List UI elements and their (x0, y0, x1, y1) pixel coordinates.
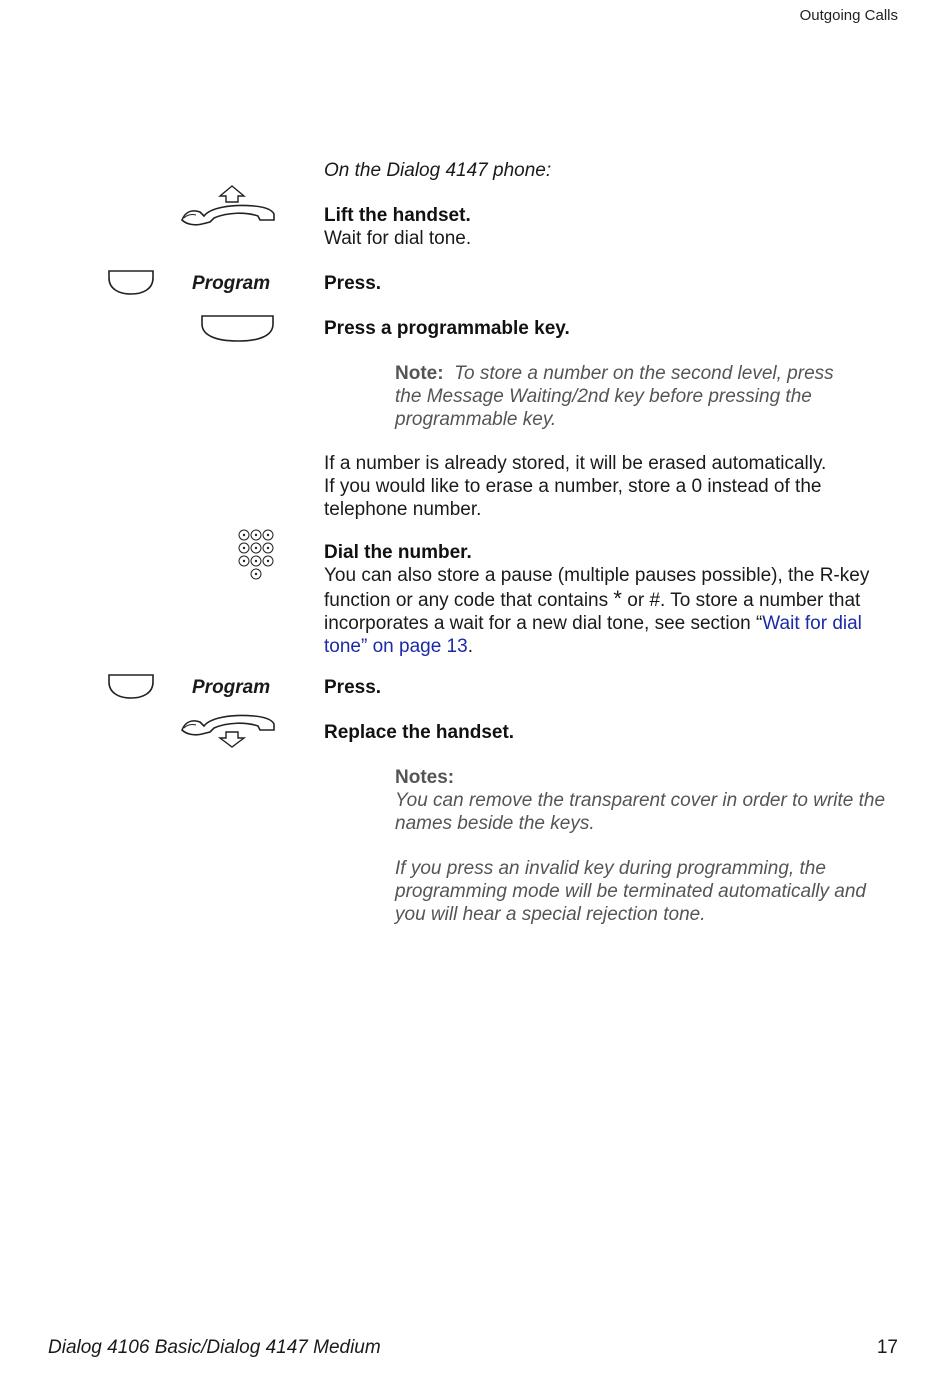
step-replace-title: Replace the handset. (324, 722, 515, 743)
handset-lift-icon (180, 184, 276, 228)
star-key-symbol: * (613, 586, 622, 611)
note-text-1: To store a number on the second level, press (454, 363, 834, 384)
notes-1-line-2: names beside the keys. (395, 813, 595, 834)
erase-line-2: If you would like to erase a number, store a 0 instead of the (324, 476, 822, 497)
dial-line-3: incorporates a wait for a new dial tone, see section “Wait for dial (324, 613, 862, 634)
dial-line-1: You can also store a pause (multiple pauses possible), the R-key (324, 565, 870, 586)
wait-for-dial-tone-link-cont[interactable]: tone” on page 13 (324, 636, 468, 657)
note-text-3: programmable key. (395, 409, 557, 430)
notes-2-line-3: you will hear a special rejection tone. (395, 904, 706, 925)
programmable-key-icon (201, 315, 275, 343)
keypad-icon (237, 528, 277, 582)
dial-line-2: function or any code that contains * or #. To store a number that (324, 586, 861, 611)
step-dial-title: Dial the number. (324, 542, 472, 563)
running-header: Outgoing Calls (799, 7, 898, 24)
step-lift-detail: Wait for dial tone. (324, 228, 472, 249)
page-number: 17 (876, 1337, 898, 1358)
step-progkey-title: Press a programmable key. (324, 318, 570, 339)
note-label: Note: (395, 363, 444, 384)
erase-line-3: telephone number. (324, 499, 482, 520)
wait-for-dial-tone-link[interactable]: Wait for dial (762, 613, 862, 634)
notes-2-line-2: programming mode will be terminated automatically and (395, 881, 867, 902)
footer-title: Dialog 4106 Basic/Dialog 4147 Medium (48, 1337, 381, 1358)
step-program2-title: Press. (324, 677, 382, 698)
step-dial (324, 541, 904, 658)
notes-1-line-1: You can remove the transparent cover in order to write the (395, 790, 886, 811)
note-second-level (395, 362, 905, 431)
dial-line-4: tone” on page 13. (324, 636, 473, 657)
notes-block (395, 766, 905, 926)
note-text-2: the Message Waiting/2nd key before pressing the (395, 386, 812, 407)
key-button-icon (108, 674, 154, 700)
notes-label: Notes: (395, 767, 455, 788)
program-key-label: Program (192, 273, 271, 294)
step-program1-title: Press. (324, 273, 382, 294)
key-button-icon (108, 270, 154, 296)
handset-replace-icon (180, 710, 276, 750)
hash-key-symbol: # (649, 590, 661, 611)
notes-2-line-1: If you press an invalid key during programming, the (395, 858, 826, 879)
program-key-label-2: Program (192, 677, 271, 698)
intro-text: On the Dialog 4147 phone: (324, 160, 552, 181)
step-lift-title: Lift the handset. (324, 205, 471, 226)
erase-line-1: If a number is already stored, it will be erased automatically. (324, 453, 827, 474)
erase-paragraph (324, 452, 904, 521)
